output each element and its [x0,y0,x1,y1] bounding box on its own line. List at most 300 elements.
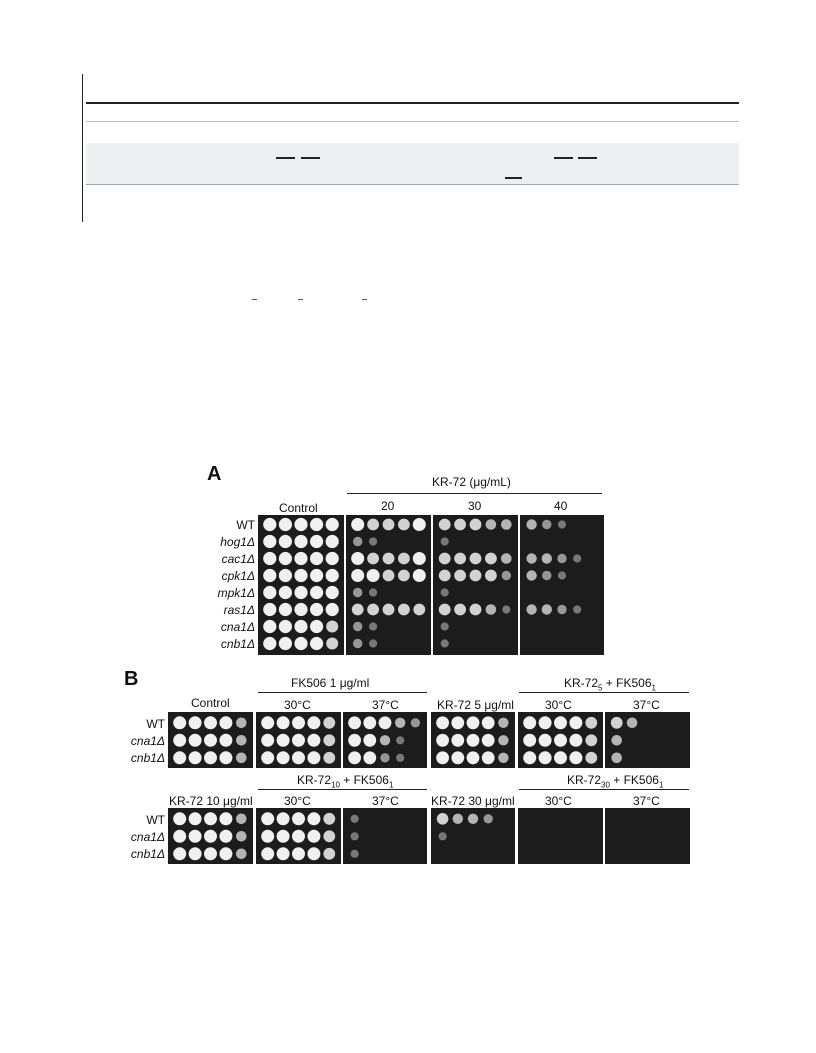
yeast-spot [468,814,478,824]
spot-plate-kr72-30 [433,515,518,655]
yeast-spot [554,734,567,747]
yeast-spot [398,519,410,531]
yeast-spot [611,735,622,746]
yeast-spot [326,535,339,548]
yeast-spot [219,830,232,843]
panel-a-header: KR-72 (μg/mL) [432,475,511,489]
col-37c: 37°C [633,698,660,712]
yeast-spot [369,588,377,596]
spot-plate-fk506-37c [343,712,427,768]
yeast-spot [294,620,307,633]
yeast-spot [277,812,290,825]
table-header-rule [86,121,739,122]
yeast-spot [557,554,566,563]
yeast-spot [467,734,480,747]
yeast-spot [261,734,274,747]
yeast-spot [323,717,335,729]
yeast-spot [396,754,404,762]
yeast-spot [279,569,292,582]
yeast-spot [523,716,536,729]
yeast-spot [279,620,292,633]
yeast-spot [323,848,335,860]
yeast-spot [351,518,364,531]
yeast-spot [263,637,276,650]
yeast-spot [189,830,202,843]
col-37c: 37°C [372,698,399,712]
yeast-spot [204,830,217,843]
col-30c: 30°C [545,794,572,808]
yeast-spot [470,570,482,582]
yeast-spot [482,734,495,747]
yeast-spot [323,830,335,842]
yeast-spot [573,554,581,562]
spot-plate-combo-30c [256,808,341,864]
yeast-spot [363,734,376,747]
yeast-spot [292,847,305,860]
yeast-spot [542,571,551,580]
yeast-spot [323,752,335,764]
strain-label: cnb1Δ [130,847,165,861]
yeast-spot [294,586,307,599]
col-30c: 30°C [284,794,311,808]
yeast-spot [467,716,480,729]
col-control: Control [191,696,230,710]
yeast-spot [292,830,305,843]
spot-plate-combo-30c [518,808,603,864]
yeast-spot [441,622,449,630]
spot-plate-kr72-20 [346,515,431,655]
table-dash [578,157,597,159]
yeast-spot [585,717,597,729]
yeast-spot [441,537,449,545]
yeast-spot [307,847,320,860]
yeast-spot [485,553,497,565]
yeast-spot [611,753,622,764]
yeast-spot [173,812,186,825]
spot-plate-kr72-40 [520,515,604,655]
yeast-spot [204,847,217,860]
yeast-spot [526,570,536,580]
yeast-spot [263,535,276,548]
yeast-spot [454,604,466,616]
yeast-spot [485,570,497,582]
strain-label: cnb1Δ [130,751,165,765]
strain-label: mpk1Δ [217,586,255,600]
yeast-spot [484,814,493,823]
yeast-spot [470,604,482,616]
yeast-spot [310,620,323,633]
yeast-spot [263,603,276,616]
yeast-spot [219,734,232,747]
strain-label: cna1Δ [220,620,255,634]
text-mark [298,299,303,300]
yeast-spot [263,518,276,531]
spot-plate-svg [433,515,518,655]
yeast-spot [569,734,582,747]
yeast-spot [367,519,379,531]
yeast-spot [351,569,364,582]
yeast-spot [369,639,377,647]
yeast-spot [413,604,425,616]
strain-label: cac1Δ [221,552,255,566]
yeast-spot [436,716,449,729]
spot-plate-combo-37c [605,808,690,864]
yeast-spot [263,552,276,565]
yeast-spot [219,716,232,729]
spot-plate-svg [343,712,427,768]
yeast-spot [348,734,361,747]
panel-a-header-rule [347,493,602,494]
yeast-spot [173,751,186,764]
spot-plate-svg [431,808,515,864]
spot-plate-svg [258,515,344,655]
yeast-spot [353,588,362,597]
yeast-spot [526,604,536,614]
col-kr72-10: KR-72 10 μg/ml [169,794,253,808]
panel-a-col-20: 20 [381,499,395,513]
yeast-spot [523,734,536,747]
yeast-spot [526,553,536,563]
yeast-spot [294,552,307,565]
spot-plate-combo-37c [605,712,690,768]
yeast-spot [353,622,362,631]
yeast-spot [204,751,217,764]
yeast-spot [277,716,290,729]
col-30c: 30°C [284,698,311,712]
yeast-spot [413,552,426,565]
yeast-spot [263,569,276,582]
yeast-spot [277,751,290,764]
yeast-spot [383,553,395,565]
yeast-spot [380,735,390,745]
spot-plate-combo-30c [518,712,603,768]
yeast-spot [486,519,497,530]
yeast-spot [352,604,364,616]
yeast-spot [326,518,339,531]
yeast-spot [323,813,335,825]
yeast-spot [292,734,305,747]
strain-label: WT [236,518,255,532]
yeast-spot [189,716,202,729]
col-kr72-5: KR-72 5 μg/ml [437,698,514,712]
yeast-spot [189,847,202,860]
yeast-spot [498,753,508,763]
yeast-spot [439,553,451,565]
yeast-spot [189,734,202,747]
yeast-spot [502,605,510,613]
yeast-spot [294,603,307,616]
spot-plate-svg [520,515,604,655]
spot-plate-control [168,712,253,768]
yeast-spot [501,553,512,564]
spot-plate-svg [168,712,253,768]
yeast-spot [263,620,276,633]
yeast-spot [437,813,449,825]
yeast-spot [454,519,466,531]
combo-header-1: $KR-72_5 + FK506_1$ [564,676,656,693]
yeast-spot [436,751,449,764]
yeast-spot [279,637,292,650]
yeast-spot [326,586,339,599]
yeast-spot [554,751,567,764]
spot-plate-svg [431,712,515,768]
yeast-spot [557,605,566,614]
combo-header-rule-3 [519,789,689,790]
yeast-spot [348,751,361,764]
strain-label: WT [146,717,165,731]
yeast-spot [310,637,323,650]
combo-header-rule-1 [519,692,689,693]
yeast-spot [439,604,451,616]
yeast-spot [279,586,292,599]
spot-plate-svg [256,808,341,864]
yeast-spot [436,734,449,747]
spot-plate-svg [346,515,431,655]
yeast-spot [173,716,186,729]
fk506-header-rule [258,692,427,693]
fk506-header: FK506 1 μg/ml [291,676,370,690]
yeast-spot [310,603,323,616]
yeast-spot [482,751,495,764]
yeast-spot [411,718,420,727]
yeast-spot [310,569,323,582]
table-dash [505,177,522,179]
spot-plate-svg [518,712,603,768]
table-dash [301,157,320,159]
yeast-spot [539,734,552,747]
yeast-spot [383,570,395,582]
yeast-spot [263,586,276,599]
yeast-spot [482,716,495,729]
strain-label: cpk1Δ [221,569,255,583]
yeast-spot [261,751,274,764]
strain-label: ras1Δ [223,603,255,617]
yeast-spot [292,716,305,729]
yeast-spot [204,812,217,825]
col-37c: 37°C [633,794,660,808]
yeast-spot [294,569,307,582]
yeast-spot [569,751,582,764]
yeast-spot [542,604,552,614]
spot-plate-svg [256,712,341,768]
yeast-spot [451,734,464,747]
table-top-rule [86,102,739,104]
text-mark [252,299,257,300]
yeast-spot [189,751,202,764]
yeast-spot [277,734,290,747]
table-dash [276,157,295,159]
panel-a-col-40: 40 [554,499,568,513]
panel-a-col-30: 30 [468,499,482,513]
yeast-spot [261,812,274,825]
yeast-spot [367,553,379,565]
spot-plate-svg [605,712,690,768]
yeast-spot [189,812,202,825]
yeast-spot [585,734,597,746]
table-dash [554,157,573,159]
yeast-spot [413,518,426,531]
spot-plate-control [258,515,344,655]
col-37c: 37°C [372,794,399,808]
yeast-spot [326,603,339,616]
yeast-spot [502,571,511,580]
panel-b-letter: B [124,668,139,690]
yeast-spot [353,639,362,648]
table-shaded-row [86,143,739,185]
yeast-spot [310,518,323,531]
spot-plate-kr72-5 [431,712,515,768]
yeast-spot [277,830,290,843]
yeast-spot [363,716,376,729]
combo-header-rule-2 [258,789,427,790]
spot-plate-svg [605,808,690,864]
yeast-spot [326,569,339,582]
yeast-spot [486,604,497,615]
yeast-spot [292,751,305,764]
yeast-spot [439,570,451,582]
yeast-spot [395,718,405,728]
spot-plate-svg [343,808,427,864]
yeast-spot [470,519,482,531]
yeast-spot [379,716,392,729]
yeast-spot [383,604,395,616]
yeast-spot [323,734,335,746]
yeast-spot [441,639,449,647]
spot-plate-fk506-30c [256,712,341,768]
yeast-spot [261,716,274,729]
yeast-spot [539,716,552,729]
yeast-spot [363,751,376,764]
yeast-spot [398,553,410,565]
yeast-spot [236,849,247,860]
yeast-spot [353,537,362,546]
yeast-spot [307,830,320,843]
yeast-spot [351,815,359,823]
yeast-spot [627,718,638,729]
yeast-spot [367,569,380,582]
yeast-spot [351,552,364,565]
yeast-spot [310,586,323,599]
yeast-spot [351,832,359,840]
yeast-spot [236,735,247,746]
yeast-spot [369,537,377,545]
yeast-spot [307,734,320,747]
yeast-spot [219,812,232,825]
combo-header-3: $KR-72_{30} + FK506_1$ [567,773,664,790]
yeast-spot [569,716,582,729]
yeast-spot [294,535,307,548]
yeast-spot [467,751,480,764]
yeast-spot [542,553,552,563]
yeast-spot [310,535,323,548]
yeast-spot [219,847,232,860]
yeast-spot [585,752,597,764]
yeast-spot [498,718,508,728]
combo-header-2: $KR-72_{10} + FK506_1$ [297,773,394,790]
yeast-spot [310,552,323,565]
yeast-spot [413,569,426,582]
yeast-spot [261,847,274,860]
yeast-spot [498,735,508,745]
yeast-spot [380,753,389,762]
yeast-spot [326,621,338,633]
yeast-spot [439,519,451,531]
yeast-spot [236,831,247,842]
strain-label: cna1Δ [130,734,165,748]
yeast-spot [558,520,566,528]
col-30c: 30°C [545,698,572,712]
yeast-spot [307,812,320,825]
yeast-spot [279,518,292,531]
yeast-spot [277,847,290,860]
yeast-spot [294,518,307,531]
yeast-spot [173,847,186,860]
yeast-spot [398,570,410,582]
yeast-spot [396,736,404,744]
strain-label: cnb1Δ [220,637,255,651]
yeast-spot [348,716,361,729]
yeast-spot [526,519,536,529]
yeast-spot [611,717,623,729]
yeast-spot [558,571,566,579]
strain-label: cna1Δ [130,830,165,844]
yeast-spot [398,604,410,616]
spot-plate-combo-37c [343,808,427,864]
yeast-spot [292,812,305,825]
yeast-spot [236,718,247,729]
yeast-spot [441,588,449,596]
spot-plate-svg [168,808,253,864]
yeast-spot [383,519,395,531]
yeast-spot [367,604,379,616]
yeast-spot [470,553,482,565]
yeast-spot [204,716,217,729]
yeast-spot [173,830,186,843]
yeast-spot [369,622,377,630]
yeast-spot [453,814,463,824]
yeast-spot [451,751,464,764]
table-left-border [82,74,83,222]
col-kr72-30: KR-72 30 μg/ml [431,794,515,808]
yeast-spot [236,753,247,764]
strain-label: WT [146,813,165,827]
yeast-spot [451,716,464,729]
yeast-spot [219,751,232,764]
yeast-spot [236,814,247,825]
yeast-spot [501,519,512,530]
yeast-spot [261,830,274,843]
yeast-spot [307,751,320,764]
strain-label: hog1Δ [220,535,255,549]
text-mark [362,299,367,300]
yeast-spot [173,734,186,747]
yeast-spot [279,603,292,616]
yeast-spot [326,552,339,565]
panel-a-letter: A [207,463,222,485]
yeast-spot [294,637,307,650]
yeast-spot [279,552,292,565]
yeast-spot [454,553,466,565]
yeast-spot [351,850,359,858]
yeast-spot [539,751,552,764]
spot-plate-svg [518,808,603,864]
yeast-spot [523,751,536,764]
yeast-spot [573,605,581,613]
yeast-spot [204,734,217,747]
panel-a-col-control: Control [279,501,318,515]
yeast-spot [279,535,292,548]
yeast-spot [307,716,320,729]
